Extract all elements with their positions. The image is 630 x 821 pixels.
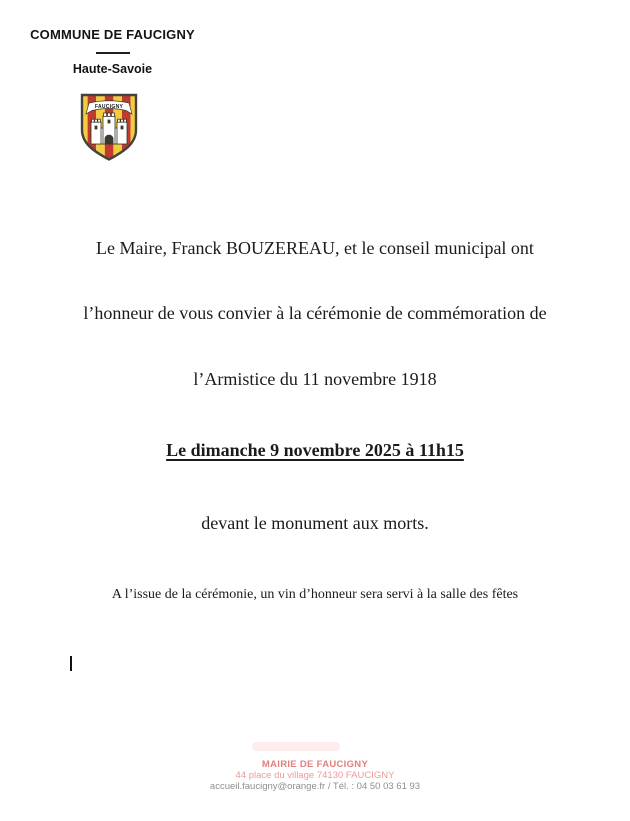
footer-address: 44 place du village 74130 FAUCIGNY xyxy=(235,769,395,781)
letterhead xyxy=(30,28,195,76)
department-name: Haute-Savoie xyxy=(72,62,153,76)
footer xyxy=(0,760,630,792)
text-cursor xyxy=(70,656,72,671)
invitation-date-line: Le dimanche 9 novembre 2025 à 11h15 xyxy=(166,440,464,460)
invitation-line-3: l’Armistice du 11 novembre 1918 xyxy=(193,369,437,389)
commune-name: COMMUNE DE FAUCIGNY xyxy=(30,27,195,42)
invitation-line-5: devant le monument aux morts. xyxy=(201,513,429,533)
letterhead-divider xyxy=(96,52,130,54)
footer-contact: accueil.faucigny@orange.fr / Tél. : 04 50 03 61 93 xyxy=(209,780,421,792)
footer-org-name: MAIRIE DE FAUCIGNY xyxy=(261,759,369,770)
crest-banner-text: FAUCIGNY xyxy=(94,103,124,110)
coat-of-arms-icon xyxy=(79,92,139,162)
invitation-line-6: A l’issue de la cérémonie, un vin d’honneur sera servi à la salle des fêtes xyxy=(111,587,519,602)
footer-watermark xyxy=(252,742,340,751)
invitation-line-1: Le Maire, Franck BOUZEREAU, et le conseil municipal ont xyxy=(96,238,534,258)
invitation-line-2: l’honneur de vous convier à la cérémonie de commémoration de xyxy=(83,303,547,323)
